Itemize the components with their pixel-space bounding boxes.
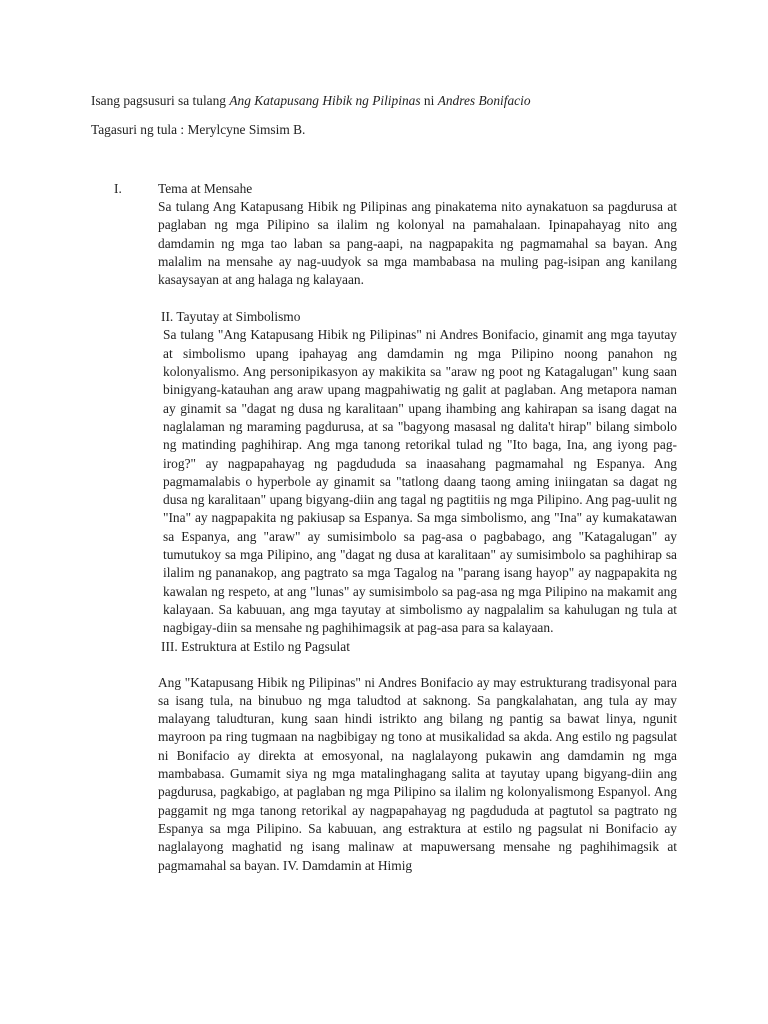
section-heading-estruktura: III. Estruktura at Estilo ng Pagsulat <box>161 638 350 654</box>
document-body <box>158 180 677 875</box>
document-title <box>91 92 531 110</box>
section-body-tema: Sa tulang Ang Katapusang Hibik ng Pilipinas ang pinakatema nito aynakatuon sa pagdurusa at paglaban ng mga Pilipino sa ilalim ng kolonyal na pamahalaan. Ipinapahayag nito ang damdamin ng mga tao laban sa pang-aapi, na nagpapakita ng pagmamahal sa bayan. Ang malalim na mensahe ay nag-uudyok sa mga mambabasa na muling pag-isipan ang kanilang kasaysayan at ang halaga ng kalayaan. <box>158 199 677 288</box>
section-heading-tayutay: II. Tayutay at Simbolismo <box>161 309 301 325</box>
title-prefix: Isang pagsusuri sa tulang <box>91 93 230 108</box>
section-body-tayutay: Sa tulang "Ang Katapusang Hibik ng Pilipinas" ni Andres Bonifacio, ginamit ang mga tayutay at simbolismo upang ipahayag ang damdamin ng mga Pilipino noong panahon ng kolonyalismo. Ang personipikasyon ay makikita sa "araw ng poot ng Katagalugan" kung saan binigyang-katauhan ang araw upang magpahiwatig ng galit at paglaban. Ang metapora naman ay ginamit sa "dagat ng dusa ng karalitaan" upang ihambing ang kahirapan sa isang dagat na naglalaman ng maraming pagdurusa, at sa "bagyong masasal ng dalita't hirap" bilang simbolo ng matinding paghihirap. Ang mga tanong retorikal tulad ng "Ito baga, Ina, ang iyong pag-irog?" ay nagpapahayag ng pagdududa sa inaasahang pagmamahal ng Espanya. Ang pagmamalabis o hyperbole ay ginamit sa "tatlong daang taong aming iniingatan sa dagat ng dusa ng karalitaan" upang bigyang-diin ang tagal ng pagtitiis ng mga Pilipino. Ang pag-uulit ng "Ina" ay nagpapakita ng pakiusap sa Espanya. Sa mga simbolismo, ang "Ina" ay kumakatawan sa Espanya, ang "araw" ay sumisimbolo sa pag-asa o pagbabago, ang "Katagalugan" ay tumutukoy sa mga Pilipino, ang "dagat ng dusa at karalitaan" ay sumisimbolo sa paghihirap sa ilalim ng pananakop, ang pagtrato sa mga Tagalog na "parang isang hayop" ay nagpapakita ng kawalan ng respeto, at ang "lunas" ay sumisimbolo sa pag-asa ng mga Pilipino na makamit ang kalayaan. Sa kabuuan, ang mga tayutay at simbolismo ay nagpalalim sa kahulugan ng tula at nagbigay-diin sa mensahe ng paghihimagsik at pag-asa para sa kalayaan. <box>163 327 677 636</box>
section-numeral-i: I. <box>114 181 122 196</box>
poem-title: Ang Katapusang Hibik ng Pilipinas <box>229 93 421 108</box>
reviewer-line: Tagasuri ng tula : Merylcyne Simsim B. <box>91 122 306 137</box>
title-middle: ni <box>420 93 438 108</box>
poem-author: Andres Bonifacio <box>437 93 531 108</box>
section-body-estruktura: Ang "Katapusang Hibik ng Pilipinas" ni Andres Bonifacio ay may estrukturang tradisyonal para sa isang tula, na binubuo ng mga taludtod at saknong. Sa pangkalahatan, ang tula ay may malayang taludturan, kung saan hindi istrikto ang bilang ng pantig sa bawat linya, ngunit mayroon pa ring tugmaan na nagbibigay ng tono at musikalidad sa akda. Ang estilo ng pagsulat ni Bonifacio ay direkta at emosyonal, na naglalayong pukawin ang damdamin ng mga mambabasa. Gumamit siya ng mga matalinghagang salita at tayutay upang bigyang-diin ang pagdurusa, pagkabigo, at paglaban ng mga Pilipino sa ilalim ng kolonyalismong Espanyol. Ang paggamit ng mga tanong retorikal ay nagpapahayag ng pagdududa at pagtutol sa pagtrato ng Espanya sa mga Pilipino. Sa kabuuan, ang estraktura at estilo ng pagsulat ni Bonifacio ay naglalayong maghatid ng isang malinaw at mapuwersang mensahe ng paghihimagsik at pagmamahal sa bayan. IV. Damdamin at Himig <box>158 674 677 873</box>
section-heading-tema: Tema at Mensahe <box>158 181 253 196</box>
